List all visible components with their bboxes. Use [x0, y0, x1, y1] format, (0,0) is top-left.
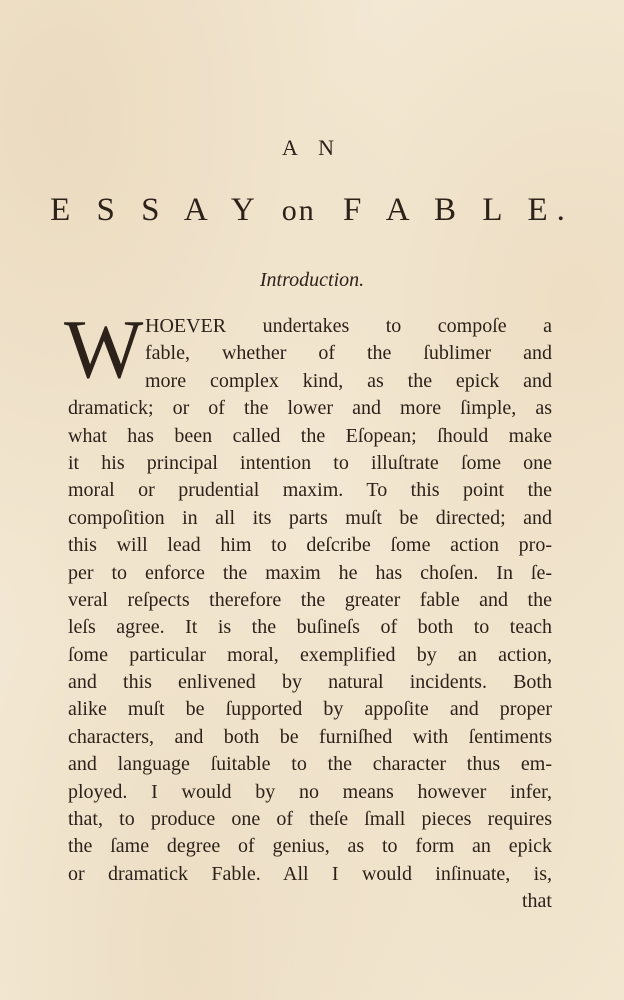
title-essay: E S S A Y	[50, 192, 263, 228]
heading-an: A N	[281, 135, 343, 160]
body-text	[68, 313, 552, 916]
text-line: more complex kind, as the epick and	[145, 369, 552, 392]
text-line: ployed. I would by no means however infer,	[68, 780, 552, 803]
text-line: this will lead him to deſcribe ſome action pro-	[68, 534, 552, 557]
text-line: alike muſt be ſupported by appoſite and proper	[68, 698, 552, 721]
text-line: veral reſpects therefore the greater fable and the	[68, 588, 552, 611]
catchword: that	[522, 890, 552, 913]
text-line: moral or prudential maxim. To this point the	[68, 479, 552, 502]
essay-title	[0, 188, 624, 233]
text-line: or dramatick Fable. All I would inſinuate, is,	[68, 862, 552, 885]
text-line: characters, and both be furniſhed with ſentiments	[68, 725, 552, 748]
text-line: compoſition in all its parts muſt be directed; and	[68, 506, 552, 529]
text-line: dramatick; or of the lower and more ſimple, as	[68, 397, 552, 420]
text-line: HOEVER undertakes to compoſe a	[145, 315, 552, 337]
text-line: and this enlivened by natural incidents. Both	[68, 671, 552, 694]
text-line: the ſame degree of genius, as to form an epick	[68, 835, 552, 858]
text-line: ſome particular moral, exemplified by an action,	[68, 643, 552, 666]
text-line: what has been called the Eſopean; ſhould make	[68, 424, 552, 447]
drop-cap: W	[64, 303, 144, 396]
text-line: leſs agree. It is the buſineſs of both to teach	[68, 616, 552, 639]
text-line: and language ſuitable to the character thus em-	[68, 753, 552, 776]
title-on: on	[281, 194, 316, 227]
text-line: that, to produce one of theſe ſmall pieces requires	[68, 808, 552, 831]
text-line: per to enforce the maxim he has choſen. In ſe-	[68, 561, 552, 584]
text-line: it his principal intention to illuſtrate ſome one	[68, 451, 552, 474]
section-title: Introduction.	[259, 269, 365, 291]
text-line: fable, whether of the ſublimer and	[145, 342, 552, 365]
title-fable: F A B L E.	[343, 192, 574, 228]
